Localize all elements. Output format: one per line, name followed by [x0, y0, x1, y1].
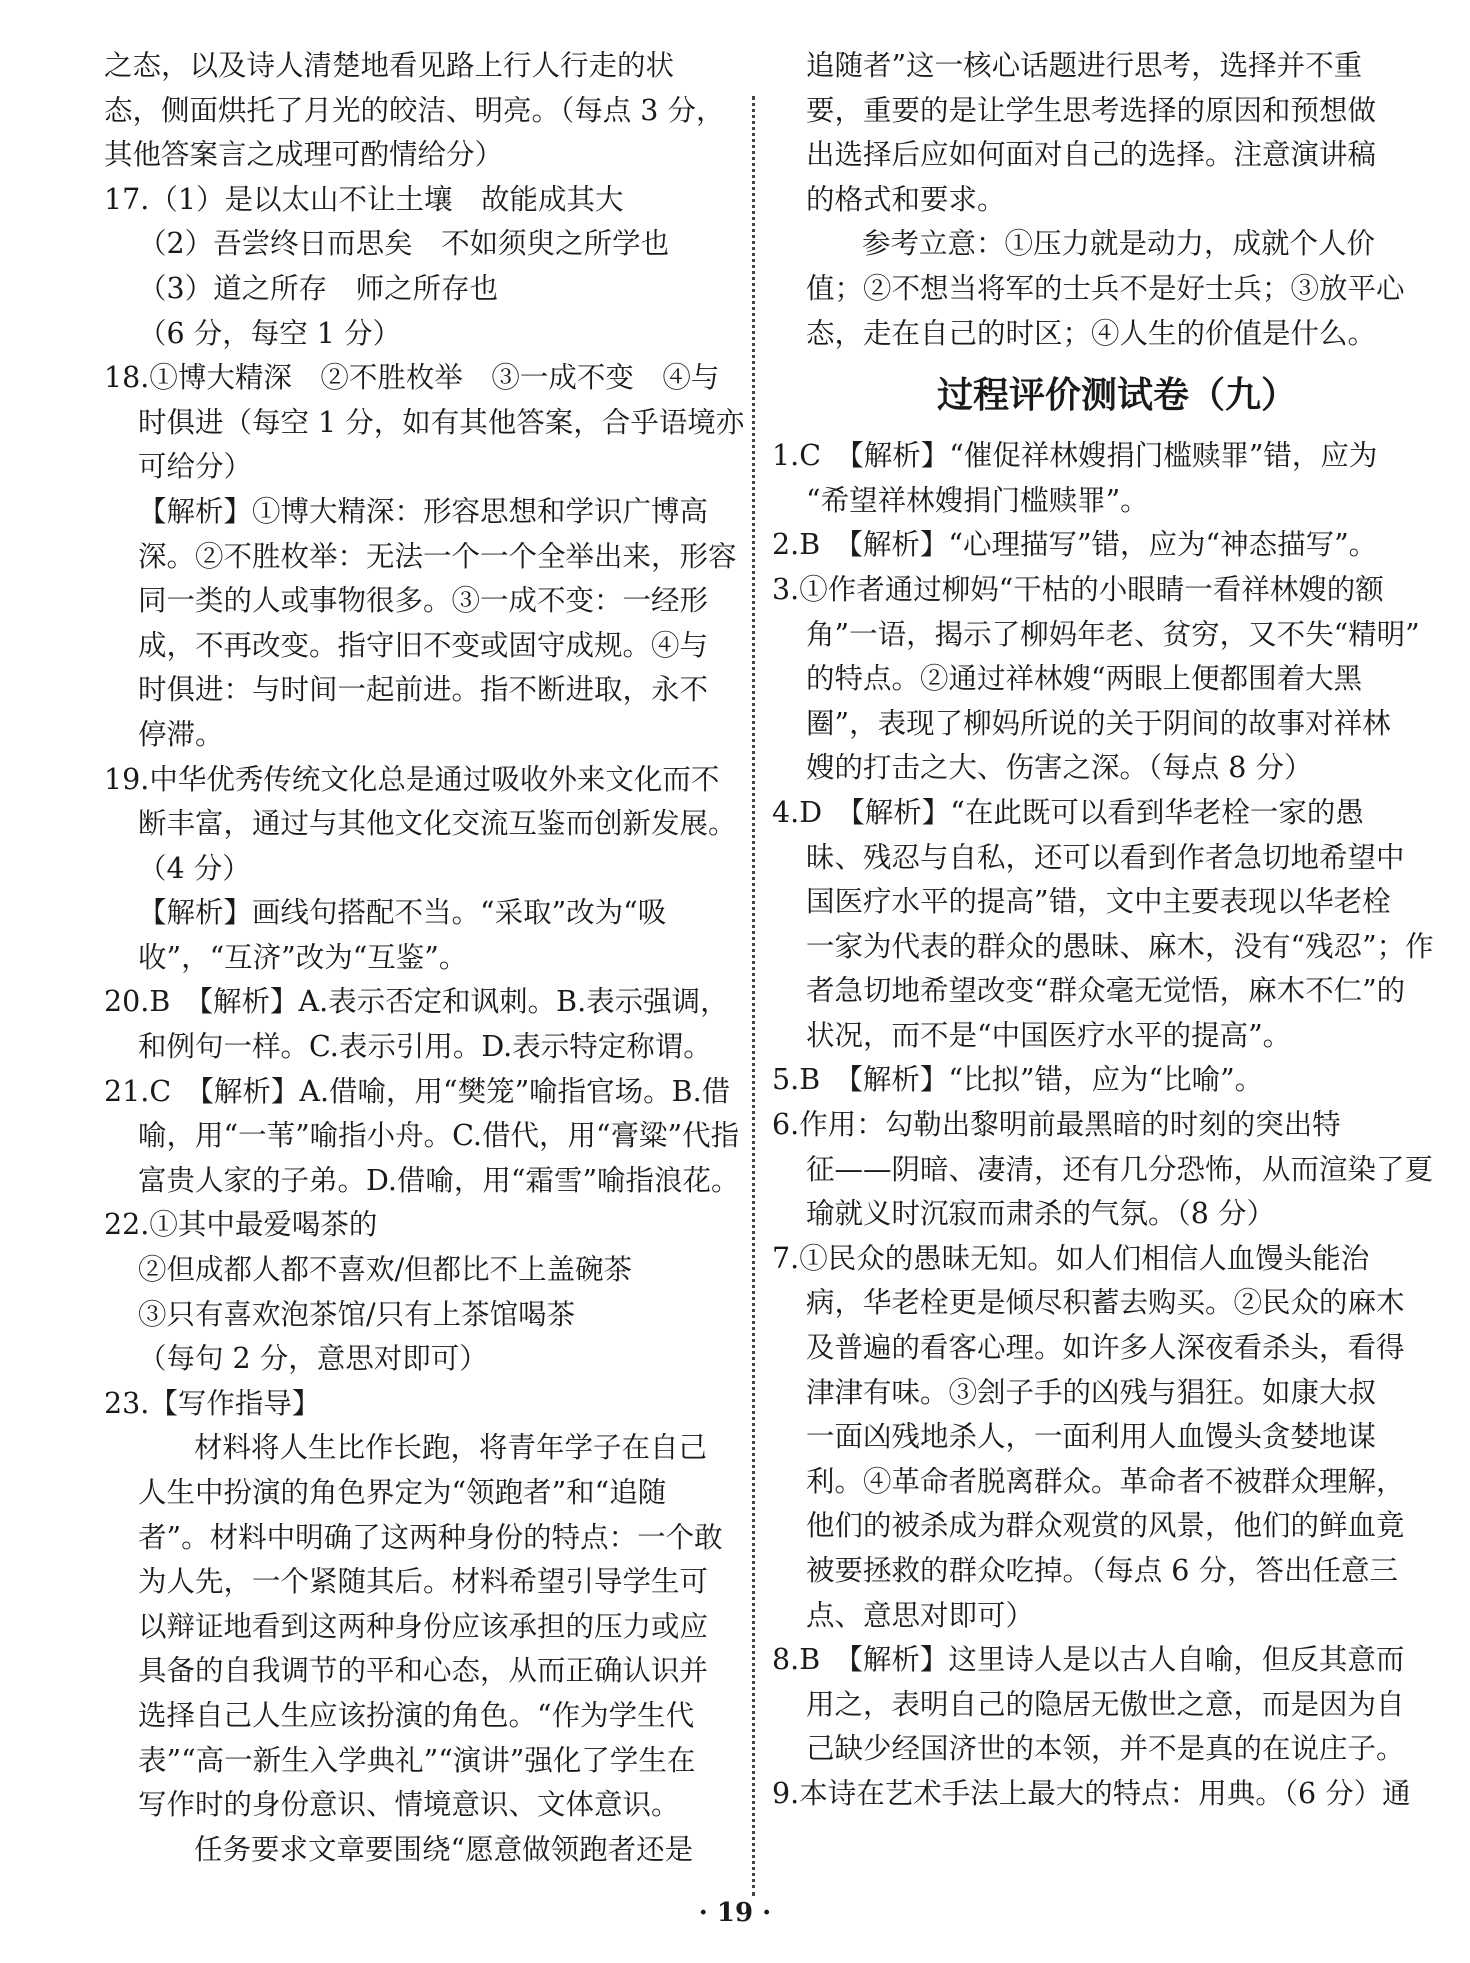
answer-18: 18.①博大精深 ②不胜枚举 ③一成不变 ④与	[104, 361, 720, 395]
text-line: 及普遍的看客心理。如许多人深夜看杀头，看得	[806, 1331, 1405, 1365]
text-line: 点、意思对即可）	[806, 1598, 1035, 1632]
text-line: 为人先，一个紧随其后。材料希望引导学生可	[138, 1565, 709, 1599]
text-line: 材料将人生比作长跑，将青年学子在自己	[194, 1431, 708, 1465]
text-line: 国医疗水平的提高”错，文中主要表现以华老栓	[806, 885, 1391, 919]
text-line: （6 分，每空 1 分）	[138, 316, 401, 350]
answer-7: 7.①民众的愚昧无知。如人们相信人血馒头能治	[772, 1241, 1370, 1275]
text-line: 成，不再改变。指守旧不变或固守成规。④与	[138, 628, 709, 662]
text-line: 选择自己人生应该扮演的角色。“作为学生代	[138, 1698, 695, 1732]
text-line: 时俱进（每空 1 分，如有其他答案，合乎语境亦	[138, 405, 745, 439]
text-line: 要，重要的是让学生思考选择的原因和预想做	[806, 93, 1377, 127]
text-line: 圈”，表现了柳妈所说的关于阴间的故事对祥林	[806, 706, 1391, 740]
text-line: 喻，用“一苇”喻指小舟。C.借代，用“膏粱”代指	[138, 1119, 740, 1153]
text-line: 断丰富，通过与其他文化交流互鉴而创新发展。	[138, 807, 737, 841]
text-line: “希望祥林嫂捐门槛赎罪”。	[806, 483, 1149, 517]
text-line: 时俱进：与时间一起前进。指不断进取，永不	[138, 673, 709, 707]
text-line: ②但成都人都不喜欢/但都比不上盖碗茶	[138, 1253, 633, 1287]
text-line: 富贵人家的子弟。D.借喻，用“霜雪”喻指浪花。	[138, 1163, 740, 1197]
left-column	[104, 44, 760, 1872]
text-line: 值；②不想当将军的士兵不是好士兵；③放平心	[806, 271, 1405, 305]
text-line: 停滞。	[138, 717, 224, 751]
text-line: 的格式和要求。	[806, 182, 1006, 216]
answer-4: 4.D 【解析】“在此既可以看到华老栓一家的愚	[772, 795, 1364, 829]
text-line: （每句 2 分，意思对即可）	[138, 1342, 488, 1376]
text-line: 深。②不胜枚举：无法一个一个全举出来，形容	[138, 539, 737, 573]
text-line: 一家为代表的群众的愚昧、麻木，没有“残忍”；作	[806, 929, 1434, 963]
column-divider	[752, 96, 755, 1896]
text-line: 其他答案言之成理可酌情给分）	[104, 138, 504, 172]
answer-20: 20.B 【解析】A.表示否定和讽刺。B.表示强调，	[104, 985, 729, 1019]
text-line: 之态，以及诗人清楚地看见路上行人行走的状	[104, 49, 675, 82]
text-line: 用之，表明自己的隐居无傲世之意，而是因为自	[806, 1687, 1405, 1721]
answer-23: 23.【写作指导】	[104, 1386, 321, 1420]
answer-22: 22.①其中最爱喝茶的	[104, 1208, 378, 1242]
text-line: ③只有喜欢泡茶馆/只有上茶馆喝茶	[138, 1297, 576, 1331]
text-line: 以辩证地看到这两种身份应该承担的压力或应	[138, 1609, 709, 1643]
answer-17: 17.（1）是以太山不让土壤 故能成其大	[104, 182, 624, 216]
text-line: 被要拯救的群众吃掉。（每点 6 分，答出任意三	[806, 1554, 1399, 1587]
text-line: 出选择后应如何面对自己的选择。注意演讲稿	[806, 138, 1377, 172]
text-line: （3）道之所存 师之所存也	[138, 271, 499, 305]
text-line: 者急切地希望改变“群众毫无觉悟，麻木不仁”的	[806, 974, 1406, 1008]
text-line: 者”。材料中明确了这两种身份的特点：一个敢	[138, 1520, 723, 1554]
text-line: 瑜就义时沉寂而肃杀的气氛。（8 分）	[806, 1197, 1275, 1231]
section-title: 过程评价测试卷（九）	[936, 375, 1297, 417]
text-line: 状况，而不是“中国医疗水平的提高”。	[806, 1018, 1292, 1052]
answer-2: 2.B 【解析】“心理描写”错，应为“神态描写”。	[772, 528, 1378, 562]
text-line: 同一类的人或事物很多。③一成不变：一经形	[138, 584, 709, 618]
answer-6: 6.作用：勾勒出黎明前最黑暗的时刻的突出特	[772, 1108, 1341, 1142]
text-line: 【解析】①博大精深：形容思想和学识广博高	[138, 494, 709, 528]
text-line: 津津有味。③刽子手的凶残与猖狂。如康大叔	[806, 1375, 1377, 1409]
text-line: 态，侧面烘托了月光的皎洁、明亮。（每点 3 分，	[104, 93, 725, 127]
text-line: 征——阴暗、凄清，还有几分恐怖，从而渲染了夏	[806, 1152, 1434, 1186]
text-line: 收”，“互济”改为“互鉴”。	[138, 940, 468, 974]
text-line: 利。④革命者脱离群众。革命者不被群众理解，	[806, 1464, 1405, 1498]
answer-5: 5.B 【解析】“比拟”错，应为“比喻”。	[772, 1063, 1264, 1097]
text-line: 昧、残忍与自私，还可以看到作者急切地希望中	[806, 840, 1405, 874]
text-line: 角”一语，揭示了柳妈年老、贫穷，又不失“精明”	[806, 617, 1420, 651]
text-line: 态，走在自己的时区；④人生的价值是什么。	[806, 316, 1377, 350]
text-line: （4 分）	[138, 851, 251, 885]
text-line: 写作时的身份意识、情境意识、文体意识。	[138, 1788, 680, 1822]
answer-21: 21.C 【解析】A.借喻，用“樊笼”喻指官场。B.借	[104, 1074, 731, 1108]
answer-3: 3.①作者通过柳妈“干枯的小眼睛一看祥林嫂的额	[772, 572, 1384, 606]
text-line: 人生中扮演的角色界定为“领跑者”和“追随	[138, 1476, 667, 1509]
answer-8: 8.B 【解析】这里诗人是以古人自喻，但反其意而	[772, 1643, 1405, 1677]
text-line: 和例句一样。C.表示引用。D.表示特定称谓。	[138, 1030, 712, 1064]
text-line: 一面凶残地杀人，一面利用人血馒头贪婪地谋	[806, 1420, 1377, 1454]
text-line: 具备的自我调节的平和心态，从而正确认识并	[138, 1654, 709, 1688]
answer-9: 9.本诗在艺术手法上最大的特点：用典。（6 分）通	[772, 1776, 1411, 1810]
text-line: 任务要求文章要围绕“愿意做领跑者还是	[194, 1832, 694, 1866]
text-line: 的特点。②通过祥林嫂“两眼上便都围着大黑	[806, 662, 1363, 696]
text-line: （2）吾尝终日而思矣 不如须臾之所学也	[138, 227, 670, 261]
text-line: 追随者”这一核心话题进行思考，选择并不重	[806, 49, 1363, 82]
text-line: 他们的被杀成为群众观赏的风景，他们的鲜血竟	[806, 1509, 1405, 1543]
page-number: · 19 ·	[698, 1898, 772, 1928]
text-line: 病，华老栓更是倾尽积蓄去购买。②民众的麻木	[806, 1286, 1405, 1320]
right-column	[772, 44, 1462, 1817]
text-line: 表”“高一新生入学典礼”“演讲”强化了学生在	[138, 1743, 696, 1777]
text-line: 参考立意：①压力就是动力，成就个人价	[862, 227, 1376, 261]
answer-1: 1.C 【解析】“催促祥林嫂捐门槛赎罪”错，应为	[772, 439, 1378, 473]
text-line: 嫂的打击之大、伤害之深。（每点 8 分）	[806, 751, 1313, 785]
text-line: 己缺少经国济世的本领，并不是真的在说庄子。	[806, 1732, 1405, 1766]
text-line: 【解析】画线句搭配不当。“采取”改为“吸	[138, 896, 667, 930]
text-line: 可给分）	[138, 450, 253, 484]
answer-19: 19.中华优秀传统文化总是通过吸收外来文化而不	[104, 762, 720, 796]
